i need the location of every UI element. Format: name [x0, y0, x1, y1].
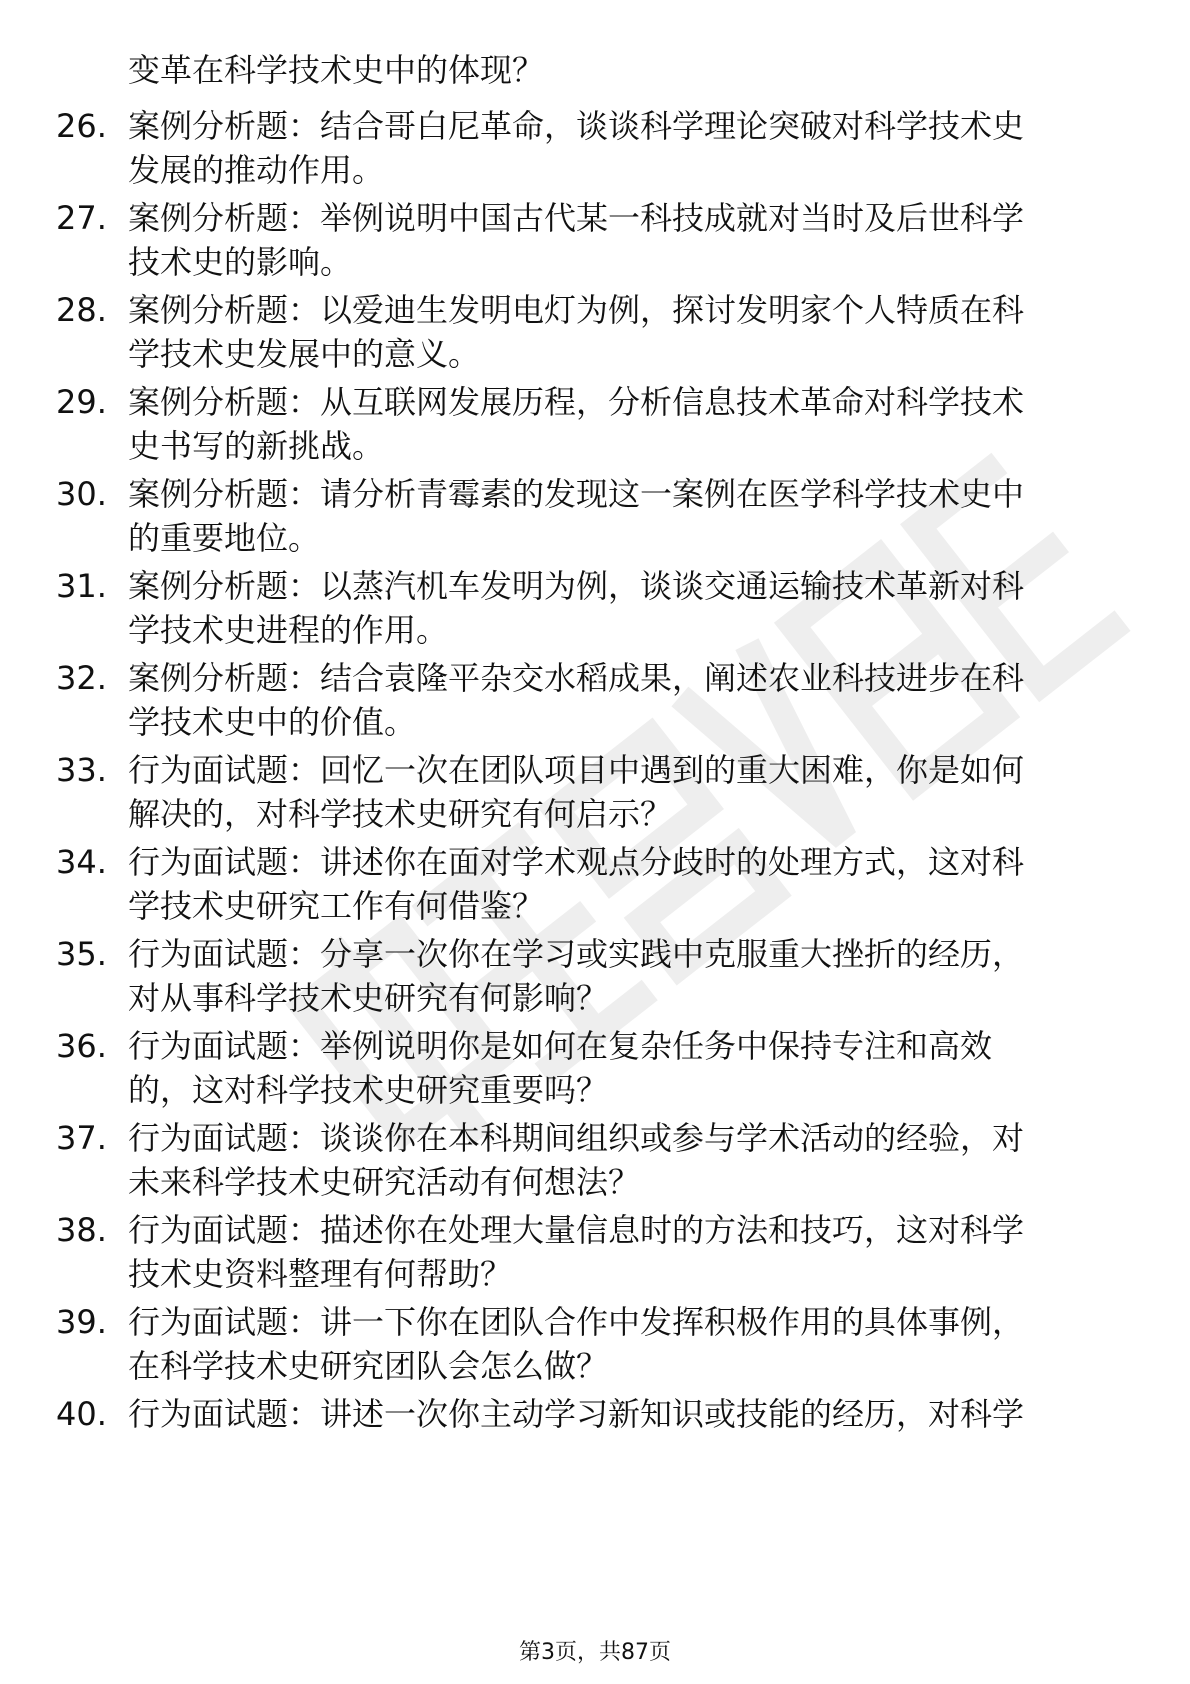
question-text-line: 技术史资料整理有何帮助？: [128, 1255, 513, 1293]
question-number: 31.: [56, 567, 107, 605]
question-text-line: 行为面试题：举例说明你是如何在复杂任务中保持专注和高效: [128, 1027, 993, 1065]
question-text-line: 行为面试题：回忆一次在团队项目中遇到的重大困难，你是如何: [128, 751, 1025, 789]
question-text-line: 案例分析题：以爱迪生发明电灯为例，探讨发明家个人特质在科: [128, 291, 1025, 329]
question-text-line: 行为面试题：讲一下你在团队合作中发挥积极作用的具体事例，: [128, 1303, 1025, 1341]
question-text-line: 学技术史发展中的意义。: [128, 335, 481, 373]
question-number: 36.: [56, 1027, 107, 1065]
question-text-line: 史书写的新挑战。: [128, 427, 385, 465]
question-text-line: 案例分析题：结合袁隆平杂交水稻成果，阐述农业科技进步在科: [128, 659, 1025, 697]
question-number: 29.: [56, 383, 107, 421]
question-number: 35.: [56, 935, 107, 973]
question-text-line: 学技术史进程的作用。: [128, 611, 449, 649]
page-footer: 第3页，共87页: [519, 1640, 671, 1665]
question-text-line: 案例分析题：结合哥白尼革命，谈谈科学理论突破对科学技术史: [128, 107, 1025, 145]
question-text-line: 行为面试题：谈谈你在本科期间组织或参与学术活动的经验，对: [128, 1119, 1025, 1157]
question-number: 33.: [56, 751, 107, 789]
question-text-line: 未来科学技术史研究活动有何想法？: [128, 1163, 641, 1201]
question-text-line: 案例分析题：以蒸汽机车发明为例，谈谈交通运输技术革新对科: [128, 567, 1025, 605]
question-text-line: 行为面试题：讲述一次你主动学习新知识或技能的经历，对科学: [128, 1395, 1025, 1433]
question-number: 37.: [56, 1119, 107, 1157]
question-text-line: 学技术史中的价值。: [128, 703, 417, 741]
question-number: 34.: [56, 843, 107, 881]
question-text-line: 技术史的影响。: [128, 243, 353, 281]
question-text-line: 行为面试题：讲述你在面对学术观点分歧时的处理方式，这对科: [128, 843, 1025, 881]
question-number: 38.: [56, 1211, 107, 1249]
continuation-line: 变革在科学技术史中的体现？: [128, 51, 545, 89]
question-text-line: 行为面试题：分享一次你在学习或实践中克服重大挫折的经历，: [128, 935, 1025, 973]
question-number: 28.: [56, 291, 107, 329]
question-text-line: 发展的推动作用。: [128, 151, 385, 189]
question-text-line: 的，这对科学技术史研究重要吗？: [128, 1071, 609, 1109]
question-text-line: 案例分析题：从互联网发展历程，分析信息技术革命对科学技术: [128, 383, 1025, 421]
question-text-line: 案例分析题：举例说明中国古代某一科技成就对当时及后世科学: [128, 199, 1025, 237]
question-number: 26.: [56, 107, 107, 145]
question-text-line: 在科学技术史研究团队会怎么做？: [128, 1347, 609, 1385]
question-text-line: 对从事科学技术史研究有何影响？: [128, 979, 609, 1017]
question-number: 39.: [56, 1303, 107, 1341]
question-text-line: 行为面试题：描述你在处理大量信息时的方法和技巧，这对科学: [128, 1211, 1025, 1249]
question-number: 27.: [56, 199, 107, 237]
question-text-line: 的重要地位。: [128, 519, 321, 557]
question-number: 40.: [56, 1395, 107, 1433]
question-number: 30.: [56, 475, 107, 513]
question-text-line: 案例分析题：请分析青霉素的发现这一案例在医学科学技术史中: [128, 475, 1025, 513]
question-text-line: 解决的，对科学技术史研究有何启示？: [128, 795, 673, 833]
question-text-line: 学技术史研究工作有何借鉴？: [128, 887, 545, 925]
question-number: 32.: [56, 659, 107, 697]
